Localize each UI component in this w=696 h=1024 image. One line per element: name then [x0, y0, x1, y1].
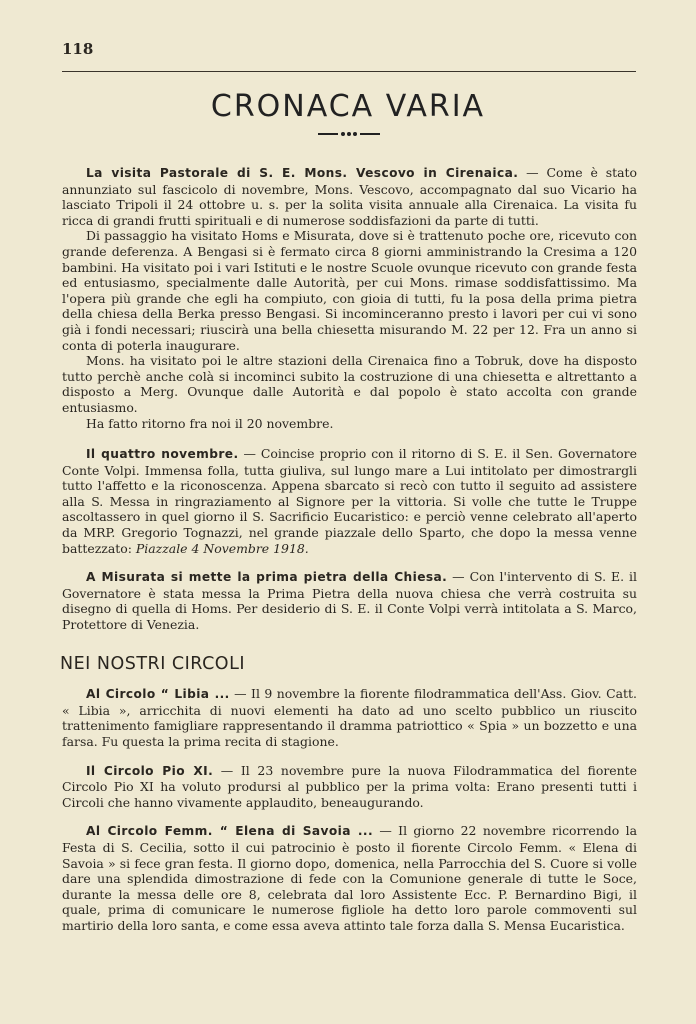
article-1-para-1: [62, 165, 637, 228]
title-ornament: [318, 131, 380, 137]
article-body: [62, 165, 637, 934]
article-2-italic: Piazzale 4 Novembre 1918.: [135, 540, 309, 556]
circolo-3-para: [62, 823, 637, 933]
article-1-para-2: Di passaggio ha visitato Homs e Misurata, dove si è trattenuto poche ore, ricevuto con grande deferenza. A Bengasi si è fermato circa 8 giorni amministrando la Cresima a 120 bambini. Ha visitato poi i vari Istituti e le nostre Scuole ovunque ricevuto con grande festa ed entusiasmo, specialmente dalle Autorità, per cui Mons. rimase soddisfattissimo. Ma l'opera più grande che egli ha compiuto, con gioia di tutti, fu la posa della prima pietra della chiesa della Berka presso Bengasi. Si incominceranno presto i lavori per cui vi sono già i fondi necessari; riuscirà una bella chiesetta misurando M. 22 per 12. Fra un anno si conta di poterla inaugurare.: [62, 228, 637, 353]
article-2-text: — Coincise proprio con il ritorno di S. E. il Sen. Governatore Conte Volpi. Immensa folla, tutta giuliva, sul lungo mare a Lui intitolato per dimostrargli tutto l'affetto e la riconoscenza. Appena sbarcato si recò con tutto il seguito ad assistere alla S. Messa in ringraziamento al Signore per la vittoria. Si volle che tutte le Truppe ascoltassero in quel giorno il S. Sacrificio Eucaristico: e perciò venne celebrato all'aperto da MRP. Gregorio Tognazzi, nel grande piazzale dello Sparto, che dopo la messa venne battezzato:: [62, 446, 637, 556]
article-1-para-4: Ha fatto ritorno fra noi il 20 novembre.: [86, 415, 334, 431]
circolo-1-text: — Il 9 novembre la fiorente filodrammatica dell'Ass. Giov. Catt. « Libia », arricchita di nuovi elementi ha dato ad uno scelto pubblico un riuscito trattenimento famigliare rappresentando il dramma patriottico « Spia » un bozzetto e una farsa. Fu questa la prima recita di stagione.: [62, 686, 637, 749]
page-title: CRONACA VARIA: [210, 89, 486, 124]
article-2-para: [62, 446, 637, 556]
circolo-3-text: — Il giorno 22 novembre ricorrendo la Festa di S. Cecilia, sotto il cui patrocinio è posto il fiorente Circolo Femm. « Elena di Savoia » si fece gran festa. Il giorno dopo, domenica, nella Parrocchia del S. Cuore si volle dare una splendida dimostrazione di fede con la Comunione generale di tutte le Soce, durante la messa delle ore 8, celebrata dal loro Assistente Ecc. P. Bernardino Bigi, il quale, prima di comunicare le numerose figliole ha detto loro parole commoventi sul martirio della loro santa, e come essa aveva attinto tale forza dalla S. Mensa Eucaristica.: [62, 823, 637, 933]
article-3-heading: A Misurata si mette la prima pietra della Chiesa.: [86, 570, 448, 585]
article-1-heading: La visita Pastorale di S. E. Mons. Vescovo in Cirenaica.: [86, 166, 519, 180]
page-number: 118: [62, 40, 94, 58]
circolo-1-para: [62, 686, 637, 749]
circolo-2-para: [62, 763, 637, 811]
section-heading: NEI NOSTRI CIRCOLI: [60, 653, 245, 674]
article-3-text: — Con l'intervento di S. E. il Governatore è stata messa la Prima Pietra della nuova chiesa che verrà costruita su disegno di quella di Homs. Per desiderio di S. E. il Conte Volpi verrà intitolata a S. Marco, Protettore di Venezia.: [62, 569, 637, 633]
article-3-para: [62, 569, 637, 632]
article-1-text: — Come è stato annunziato sul fascicolo di novembre, Mons. Vescovo, accompagnato dal suo Vicario ha lasciato Tripoli il 24 ottobre u. s. per la solita visita annuale alla Cirenaica. La visita fu ricca di grandi frutti spirituali e di numerose soddisfazioni da parte di tutti.: [62, 165, 637, 228]
article-2-heading: Il quattro novembre.: [86, 447, 239, 462]
circolo-1-heading: Al Circolo “ Libia ...: [86, 687, 230, 702]
circolo-2-heading: Il Circolo Pio XI.: [86, 763, 214, 778]
article-1-para-3: Mons. ha visitato poi le altre stazioni della Cirenaica fino a Tobruk, dove ha disposto tutto perchè anche colà si incominci subito la costruzione di una chiesetta e altrettanto a disposto a Merg. Ovunque dalle Autorità e dal popolo è stato accolta con grande entusiasmo.: [62, 353, 637, 415]
header-rule: [62, 71, 636, 72]
circolo-2-text: — Il 23 novembre pure la nuova Filodrammatica del fiorente Circolo Pio XI ha voluto prodursi al pubblico per la prima volta: Erano presenti tutti i Circoli che hanno vivamente applaudito, beneaugurando.: [62, 762, 637, 810]
circolo-3-heading: Al Circolo Femm. “ Elena di Savoia ...: [86, 824, 373, 839]
